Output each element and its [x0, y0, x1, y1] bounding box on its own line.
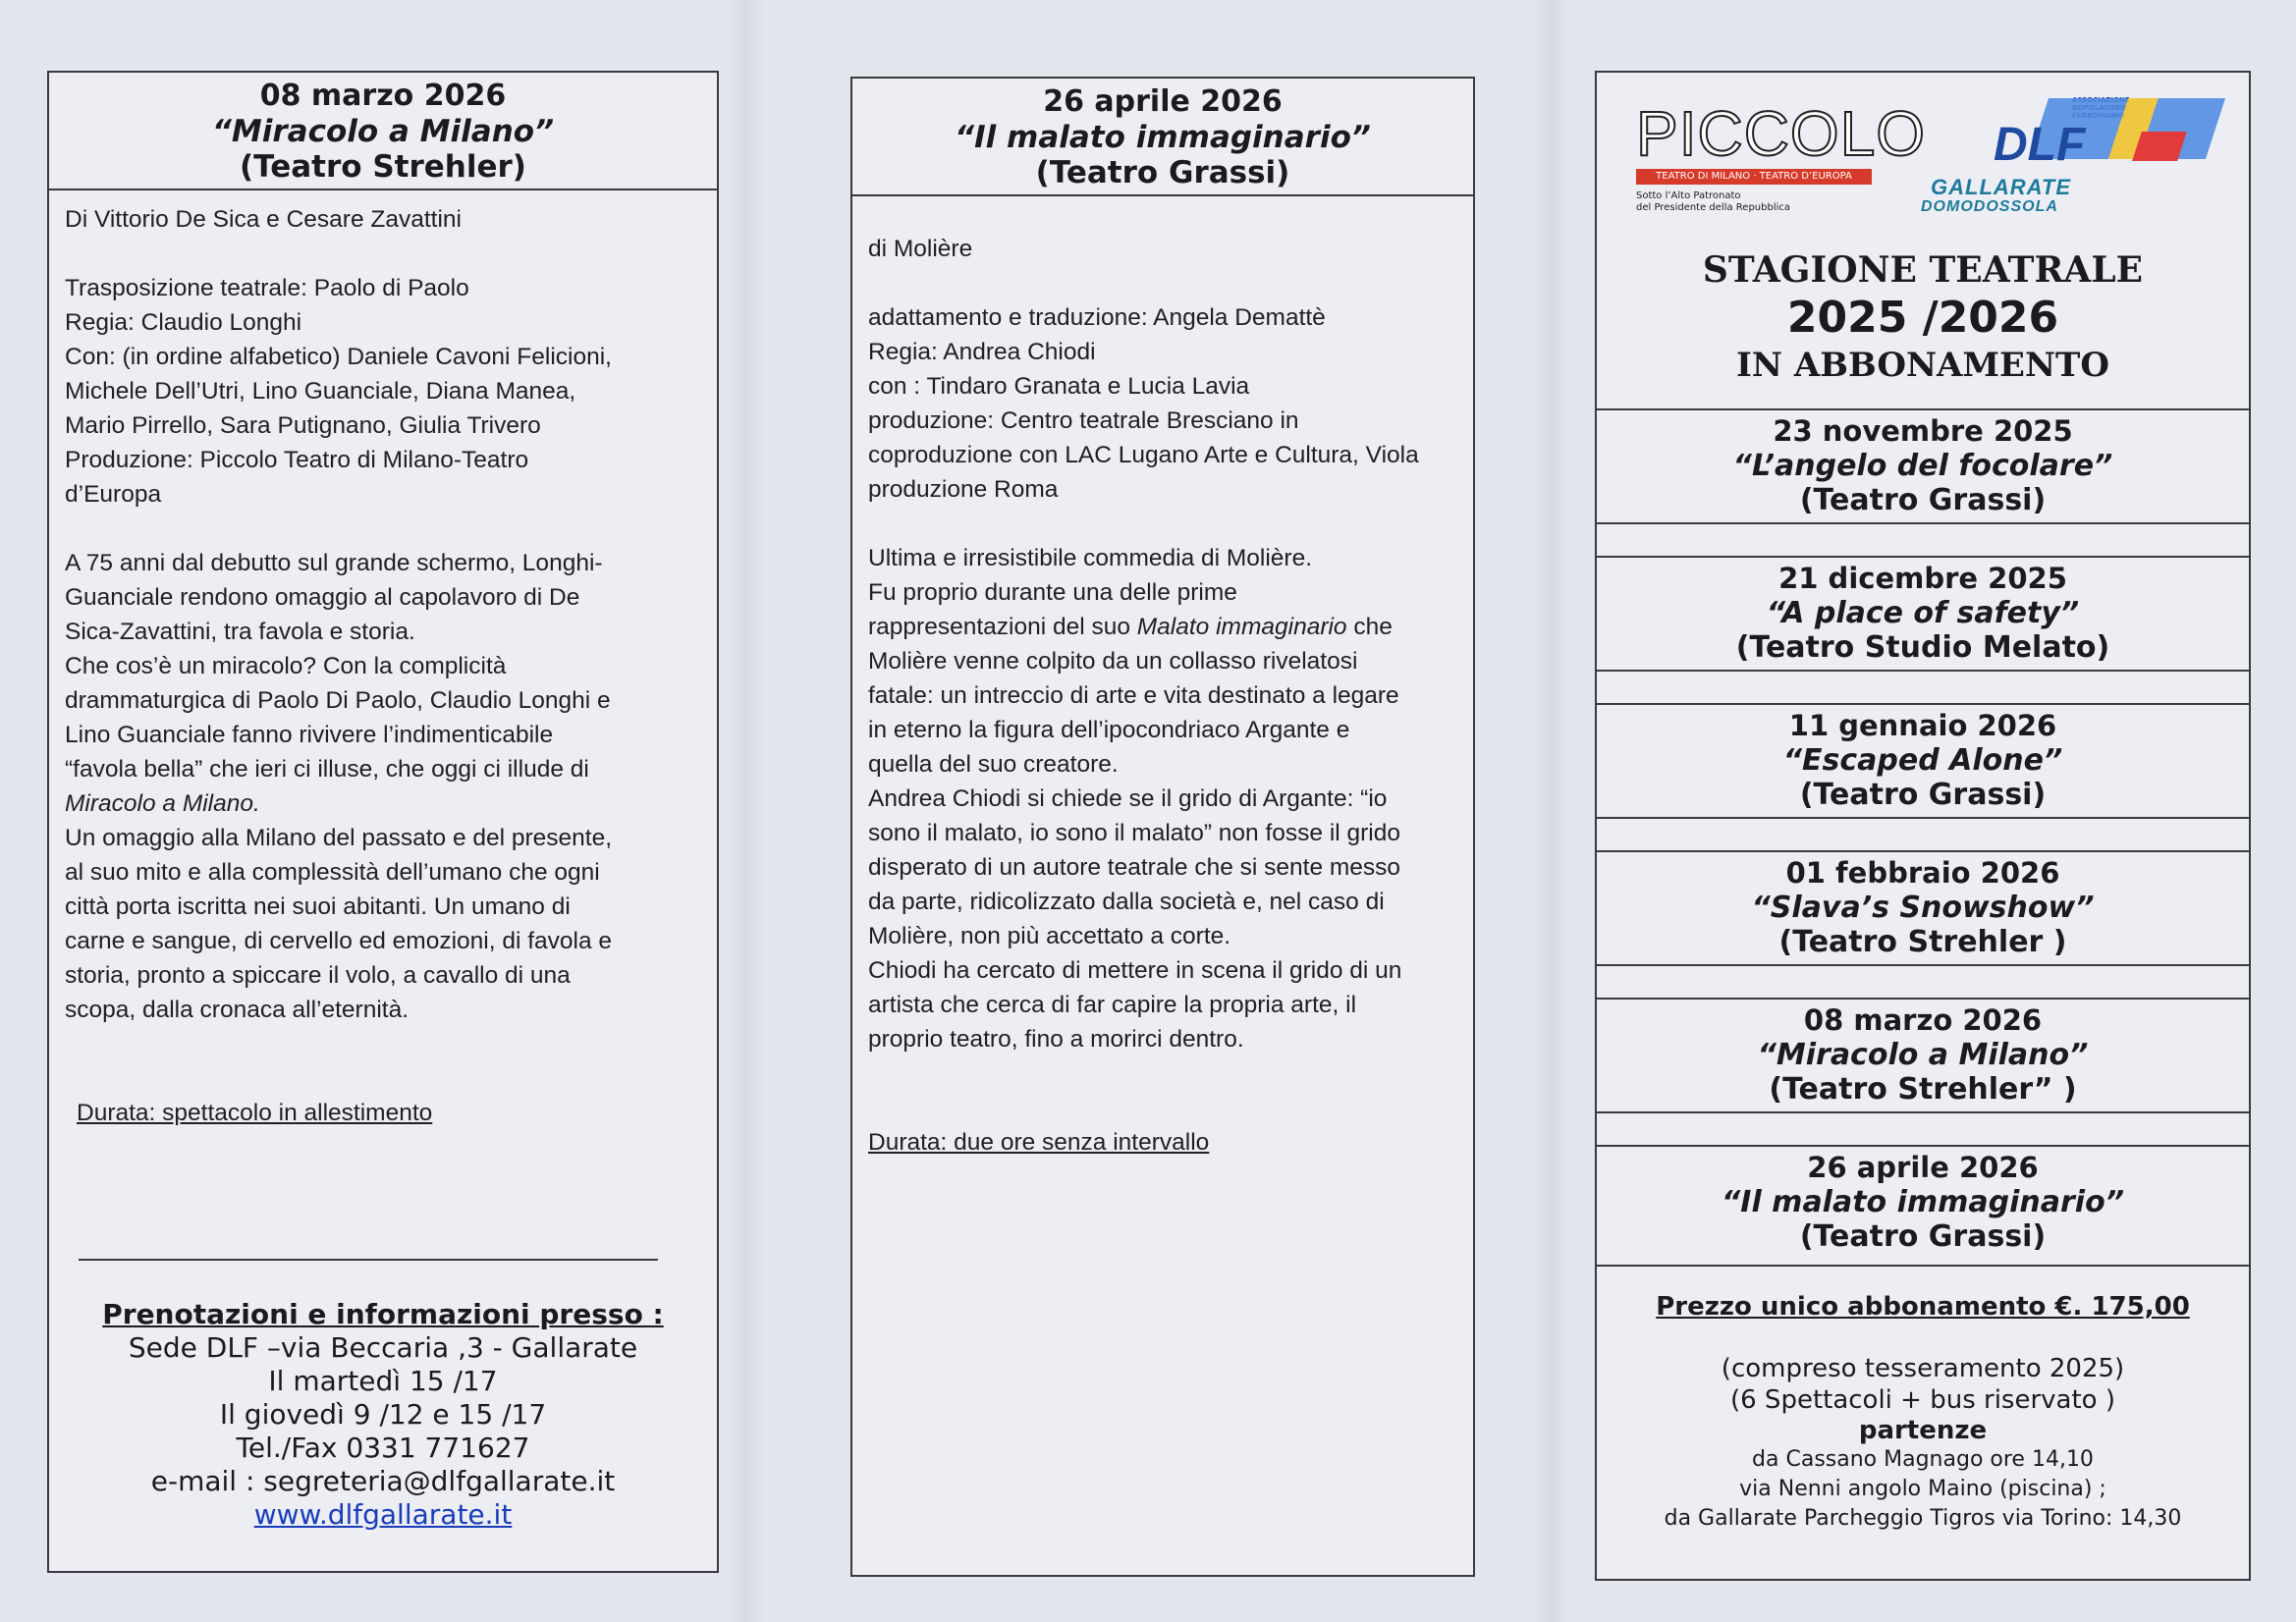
middle-panel [850, 77, 1475, 1577]
booking-website-link[interactable]: www.dlfgallarate.it [253, 1498, 513, 1531]
season-years: 2025 /2026 [1786, 293, 2059, 343]
show-title: “Il malato immaginario” [1721, 1185, 2125, 1219]
middle-body-line: fatale: un intreccio di arte e vita destinato a legare [868, 682, 1399, 709]
show-venue: (Teatro Strehler ) [1778, 925, 2067, 959]
show-divider [1597, 670, 2249, 672]
piccolo-logo-sub: TEATRO DI MILANO · TEATRO D’EUROPA [1636, 169, 1872, 185]
left-text-lines [65, 202, 717, 786]
middle-body-line: produzione: Centro teatrale Bresciano in [868, 407, 1299, 434]
middle-body-line: Regia: Andrea Chiodi [868, 339, 1096, 365]
booking-title: Prenotazioni e informazioni presso : [102, 1298, 664, 1330]
booking-email: e-mail : segreteria@dlfgallarate.it [150, 1465, 616, 1497]
dlf-flag-red [2132, 132, 2187, 161]
show-venue: (Teatro Grassi) [1799, 483, 2047, 517]
middle-body-line [868, 507, 1473, 541]
show-date: 26 aprile 2026 [1807, 1151, 2039, 1184]
season-heading [1597, 247, 2249, 387]
price-top-line [1597, 1265, 2249, 1267]
show-entry [1597, 709, 2249, 812]
left-body-line: A 75 anni dal debutto sul grande schermo, Longhi- [65, 550, 603, 576]
left-body-line: Di Vittorio De Sica e Cesare Zavattini [65, 206, 462, 233]
show-entry [1597, 562, 2249, 665]
left-body-line: carne e sangue, di cervello ed emozioni, di favola e [65, 928, 613, 954]
middle-body-line: in eterno la figura dell’ipocondriaco Argante e [868, 717, 1350, 743]
dlf-logo-text: DLF [1994, 119, 2086, 171]
middle-header-date: 26 aprile 2026 [1043, 84, 1283, 119]
left-body-line [65, 237, 717, 271]
middle-body-line: proprio teatro, fino a morirci dentro. [868, 1026, 1244, 1053]
booking-hours-thursday: Il giovedì 9 /12 e 15 /17 [219, 1398, 547, 1431]
show-divider [1597, 817, 2249, 819]
right-panel [1595, 71, 2251, 1581]
left-body-line: Regia: Claudio Longhi [65, 309, 302, 336]
left-separator [79, 1259, 658, 1261]
show-date: 08 marzo 2026 [1803, 1003, 2043, 1037]
left-header [49, 73, 717, 190]
middle-body-line: adattamento e traduzione: Angela Demattè [868, 304, 1326, 331]
left-body-line: drammaturgica di Paolo Di Paolo, Claudio Longhi e [65, 687, 611, 714]
left-italic-line: Miracolo a Milano. [65, 790, 260, 817]
middle-mixed-italic: Malato immaginario [1136, 614, 1347, 640]
middle-body [852, 196, 1473, 1160]
left-body-line: Trasposizione teatrale: Paolo di Paolo [65, 275, 469, 301]
show-venue: (Teatro Studio Melato) [1735, 630, 2110, 665]
left-header-date: 08 marzo 2026 [259, 79, 507, 113]
left-body-line: Con: (in ordine alfabetico) Daniele Cavoni Felicioni, [65, 344, 612, 370]
middle-header [852, 79, 1473, 196]
price-title: Prezzo unico abbonamento €. 175,00 [1656, 1292, 2190, 1322]
left-body-line: Lino Guanciale fanno rivivere l’indimenticabile [65, 722, 554, 748]
left-body-line: Michele Dell’Utri, Lino Guanciale, Diana Manea, [65, 378, 576, 405]
middle-body-line: di Molière [868, 236, 973, 262]
piccolo-logo-note1: Sotto l’Alto Patronato [1636, 190, 1741, 201]
left-body-line: Sica-Zavattini, tra favola e storia. [65, 619, 415, 645]
left-body-line: Che cos’è un miracolo? Con la complicità [65, 653, 507, 679]
left-body-line: Mario Pirrello, Sara Putignano, Giulia Trivero [65, 412, 541, 439]
booking-hours-tuesday: Il martedì 15 /17 [268, 1365, 498, 1397]
middle-duration: Durata: due ore senza intervallo [868, 1129, 1210, 1156]
left-body-line: Un omaggio alla Milano del passato e del presente, [65, 825, 613, 851]
booking-phone: Tel./Fax 0331 771627 [236, 1432, 530, 1464]
left-body [49, 190, 717, 1130]
middle-text-lines [868, 232, 1473, 610]
middle-body-line: artista che cerca di far capire la propria arte, il [868, 992, 1357, 1018]
show-divider [1597, 998, 2249, 1000]
middle-body-line: quella del suo creatore. [868, 751, 1119, 778]
show-date: 23 novembre 2025 [1773, 414, 2073, 448]
middle-body-line: con : Tindaro Granata e Lucia Lavia [868, 373, 1250, 400]
left-text-lines-2 [65, 821, 717, 1027]
show-entry [1597, 1151, 2249, 1254]
middle-body-line: disperato di un autore teatrale che si sente messo [868, 854, 1401, 881]
middle-header-title: “Il malato immaginario” [955, 120, 1371, 155]
dlf-logo [1891, 96, 2225, 214]
show-date: 21 dicembre 2025 [1778, 562, 2067, 595]
price-dep-cassano: da Cassano Magnago ore 14,10 [1752, 1447, 2094, 1472]
price-dep-via-nenni: via Nenni angolo Maino (piscina) ; [1739, 1477, 2106, 1501]
middle-header-venue: (Teatro Grassi) [1035, 155, 1290, 190]
left-header-venue: (Teatro Strehler) [240, 149, 526, 185]
left-body-line: Guanciale rendono omaggio al capolavoro di De [65, 584, 580, 611]
dlf-logo-city2: DOMODOSSOLA [1921, 198, 2058, 215]
left-body-line: storia, pronto a spiccare il volo, a cavallo di una [65, 962, 571, 989]
middle-body-line: Fu proprio durante una delle prime [868, 579, 1237, 606]
show-divider [1597, 964, 2249, 966]
show-date: 11 gennaio 2026 [1788, 709, 2057, 742]
left-body-line: al suo mito e alla complessità dell’umano che ogni [65, 859, 600, 886]
show-divider [1597, 522, 2249, 524]
show-entry [1597, 1003, 2249, 1107]
show-divider [1597, 703, 2249, 705]
left-body-line: d’Europa [65, 481, 162, 508]
left-body-line: città porta iscritta nei suoi abitanti. Un umano di [65, 893, 571, 920]
left-header-title: “Miracolo a Milano” [211, 114, 555, 149]
middle-body-line: Andrea Chiodi si chiede se il grido di Argante: “io [868, 785, 1388, 812]
show-divider [1597, 850, 2249, 852]
booking-address: Sede DLF –via Beccaria ,3 - Gallarate [128, 1331, 638, 1364]
middle-mixed-line [868, 610, 1473, 644]
left-panel [47, 71, 719, 1573]
show-divider [1597, 1145, 2249, 1147]
show-title: “L’angelo del focolare” [1732, 449, 2113, 483]
show-title: “Miracolo a Milano” [1757, 1038, 2089, 1072]
fold-shadow-right [1532, 0, 1571, 1622]
price-includes: (compreso tesseramento 2025) [1721, 1354, 2125, 1383]
piccolo-logo-note2: del Presidente della Repubblica [1636, 202, 1791, 213]
middle-body-line: produzione Roma [868, 476, 1059, 503]
show-title: “Slava’s Snowshow” [1751, 891, 2095, 925]
show-date: 01 febbraio 2026 [1785, 856, 2060, 890]
show-divider [1597, 1111, 2249, 1113]
price-dep-gallarate: da Gallarate Parcheggio Tigros via Torino: 14,30 [1664, 1506, 2182, 1531]
middle-body-line: Molière venne colpito da un collasso rivelatosi [868, 648, 1358, 675]
middle-body-line [868, 266, 1473, 300]
middle-mixed-a: rappresentazioni del suo [868, 614, 1137, 640]
show-venue: (Teatro Grassi) [1799, 1219, 2047, 1254]
price-departures: partenze [1858, 1416, 1988, 1445]
booking-block [49, 1298, 717, 1532]
price-shows-bus: (6 Spettacoli + bus riservato ) [1729, 1385, 2115, 1415]
fold-shadow-left [727, 0, 766, 1622]
middle-body-line: da parte, ridicolizzato dalla società e, nel caso di [868, 889, 1385, 915]
middle-body-line: sono il malato, io sono il malato” non fosse il grido [868, 820, 1401, 846]
show-divider [1597, 556, 2249, 558]
dlf-logo-city1: GALLARATE [1931, 175, 2072, 199]
show-entry [1597, 856, 2249, 959]
show-title: “Escaped Alone” [1782, 743, 2063, 778]
middle-body-line: Ultima e irresistibile commedia di Molière. [868, 545, 1313, 571]
left-body-line: Produzione: Piccolo Teatro di Milano-Teatro [65, 447, 529, 473]
piccolo-logo-text: PICCOLO [1636, 98, 1927, 169]
left-body-line [65, 512, 717, 546]
show-entry [1597, 414, 2249, 517]
left-body-line: “favola bella” che ieri ci illuse, che oggi ci illude di [65, 756, 589, 783]
shows-top-line [1597, 408, 2249, 410]
show-venue: (Teatro Strehler” ) [1769, 1072, 2077, 1107]
season-subtitle: IN ABBONAMENTO [1736, 346, 2109, 385]
middle-body-line: Chiodi ha cercato di mettere in scena il grido di un [868, 957, 1402, 984]
price-block [1597, 1290, 2249, 1534]
season-title: STAGIONE TEATRALE [1702, 249, 2144, 291]
show-title: “A place of safety” [1766, 596, 2080, 630]
middle-body-line: Molière, non più accettato a corte. [868, 923, 1231, 949]
left-duration: Durata: spettacolo in allestimento [77, 1100, 433, 1126]
piccolo-logo [1636, 98, 1927, 214]
middle-body-line: coproduzione con LAC Lugano Arte e Cultura, Viola [868, 442, 1419, 468]
left-body-line: scopa, dalla cronaca all’eternità. [65, 997, 410, 1023]
middle-mixed-c: che [1346, 614, 1393, 640]
show-venue: (Teatro Grassi) [1799, 778, 2047, 812]
middle-text-lines-2 [868, 644, 1473, 1056]
